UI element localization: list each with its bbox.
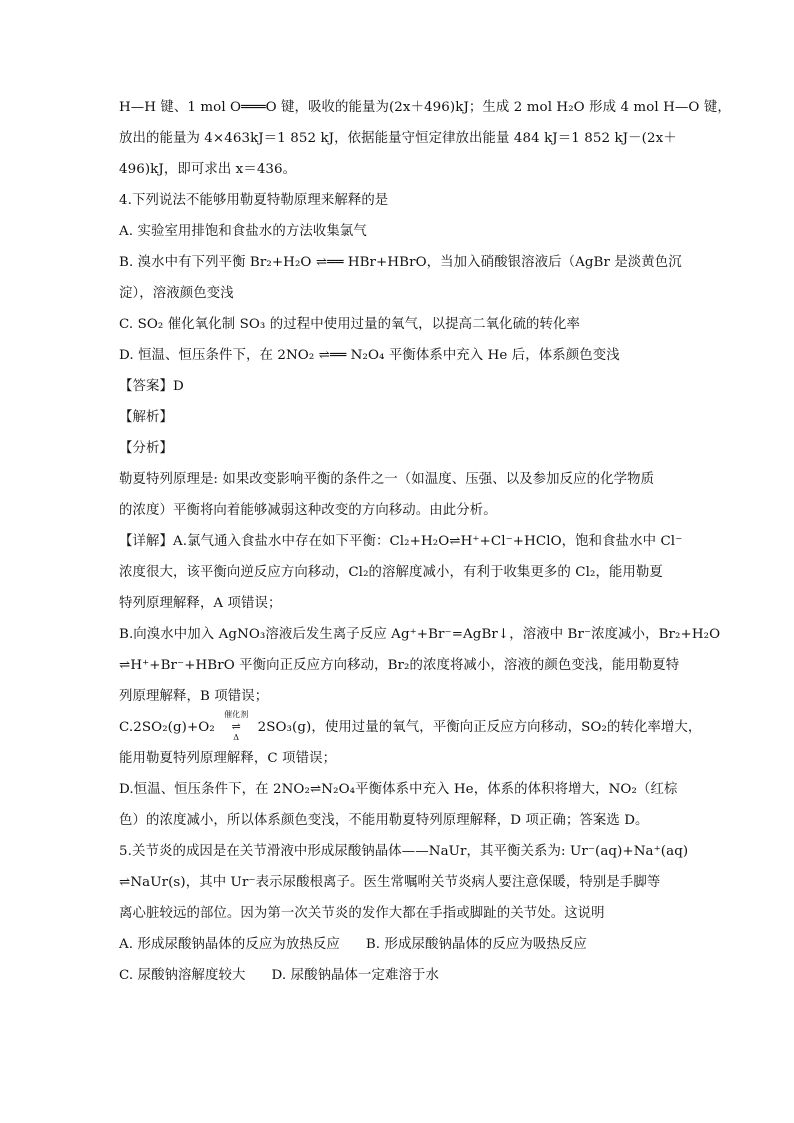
equilibrium-arrow-icon: ⇌ [231,719,241,733]
text-line: 色）的浓度减小，所以体系颜色变浅，不能用勒夏特列原理解释，D 项正确；答案选 D。 [119,813,649,828]
analysis-subheading: 【分析】 [119,441,173,456]
question-4-option-b: B. 溴水中有下列平衡 Br₂+H₂O ⇌══ HBr+HBrO，当加入硝酸银溶液后（AgBr 是淡黄色沉 [119,255,682,270]
catalyst-arrow [219,709,253,742]
text-line: 特列原理解释，A 项错误； [119,596,282,611]
text-line: 放出的能量为 4×463kJ＝1 852 kJ，依据能量守恒定律放出能量 484 kJ＝1 852 kJ－(2x＋ [119,131,677,146]
question-5-option-c: C. 尿酸钠溶解度较大 [119,968,246,983]
document-page [119,92,731,991]
text-line: 能用勒夏特列原理解释，C 项错误； [119,751,337,766]
question-5-options-ab [119,929,679,960]
question-5-option-a: A. 形成尿酸钠晶体的反应为放热反应 [119,937,340,952]
answer-label: 【答案】D [119,379,184,394]
question-5-stem: 5.关节炎的成因是在关节滑液中形成尿酸钠晶体——NaUr，其平衡关系为: Ur⁻(aq)+Na⁺(aq) [119,844,689,859]
text-line: 勒夏特列原理是: 如果改变影响平衡的条件之一（如温度、压强、以及参加反应的化学物质 [119,472,655,487]
question-4-option-b-cont: 淀），溶液颜色变浅 [119,286,234,301]
equation-line [119,709,702,743]
question-4-option-c: C. SO₂ 催化氧化制 SO₃ 的过程中使用过量的氧气，以提高二氧化硫的转化率 [119,317,581,332]
analysis-heading: 【解析】 [119,410,173,425]
text-line: B.向溴水中加入 AgNO₃溶液后发生离子反应 Ag⁺+Br⁻=AgBr↓，溶液中 Br⁻浓度减小，Br₂+H₂O [119,627,721,642]
text-line: 的浓度）平衡将向着能够减弱这种改变的方向移动。由此分析。 [119,503,497,518]
question-4-option-d: D. 恒温、恒压条件下，在 2NO₂ ⇌══ N₂O₄ 平衡体系中充入 He 后，体系颜色变浅 [119,348,620,363]
equation-prefix: C.2SO₂(g)+O₂ [119,720,220,735]
heat-label: Δ [233,732,240,742]
text-line: ⇌H⁺+Br⁻+HBrO 平衡向正反应方向移动，Br₂的浓度将减小，溶液的颜色变浅，能用勒夏特 [119,658,680,673]
catalyst-label: 催化剂 [224,709,249,719]
question-5-stem-cont: ⇌NaUr(s)，其中 Ur⁻表示尿酸根离子。医生常嘱咐关节炎病人要注意保暖，特别是手脚等 [119,875,661,890]
question-4-option-a: A. 实验室用排饱和食盐水的方法收集氯气 [119,224,367,239]
text-line: D.恒温、恒压条件下，在 2NO₂⇌N₂O₄平衡体系中充入 He，体系的体积将增大，NO₂（红棕 [119,782,678,797]
text-line: 列原理解释，B 项错误； [119,689,269,704]
equation-suffix: 2SO₃(g)，使用过量的氧气，平衡向正反应方向移动，SO₂的转化率增大， [253,720,702,735]
question-5-stem-cont: 离心脏较远的部位。因为第一次关节炎的发作大都在手指或脚趾的关节处。这说明 [119,906,605,921]
text-line: 496)kJ，即可求出 x＝436。 [119,162,297,177]
question-5-options-cd [119,960,679,991]
text-line: 【详解】A.氯气通入食盐水中存在如下平衡：Cl₂+H₂O⇌H⁺+Cl⁻+HClO，饱和食盐水中 Cl⁻ [119,534,683,549]
question-5-option-d: D. 尿酸钠晶体一定难溶于水 [271,968,439,983]
question-5-option-b: B. 形成尿酸钠晶体的反应为吸热反应 [365,937,587,952]
text-line: 浓度很大，该平衡向逆反应方向移动，Cl₂的溶解度减小，有利于收集更多的 Cl₂，能用勒夏 [119,565,663,580]
question-4-stem: 4.下列说法不能够用勒夏特勒原理来解释的是 [119,193,389,208]
text-line: H—H 键、1 mol O═══O 键，吸收的能量为(2x＋496)kJ；生成 2 mol H₂O 形成 4 mol H—O 键， [119,100,731,115]
